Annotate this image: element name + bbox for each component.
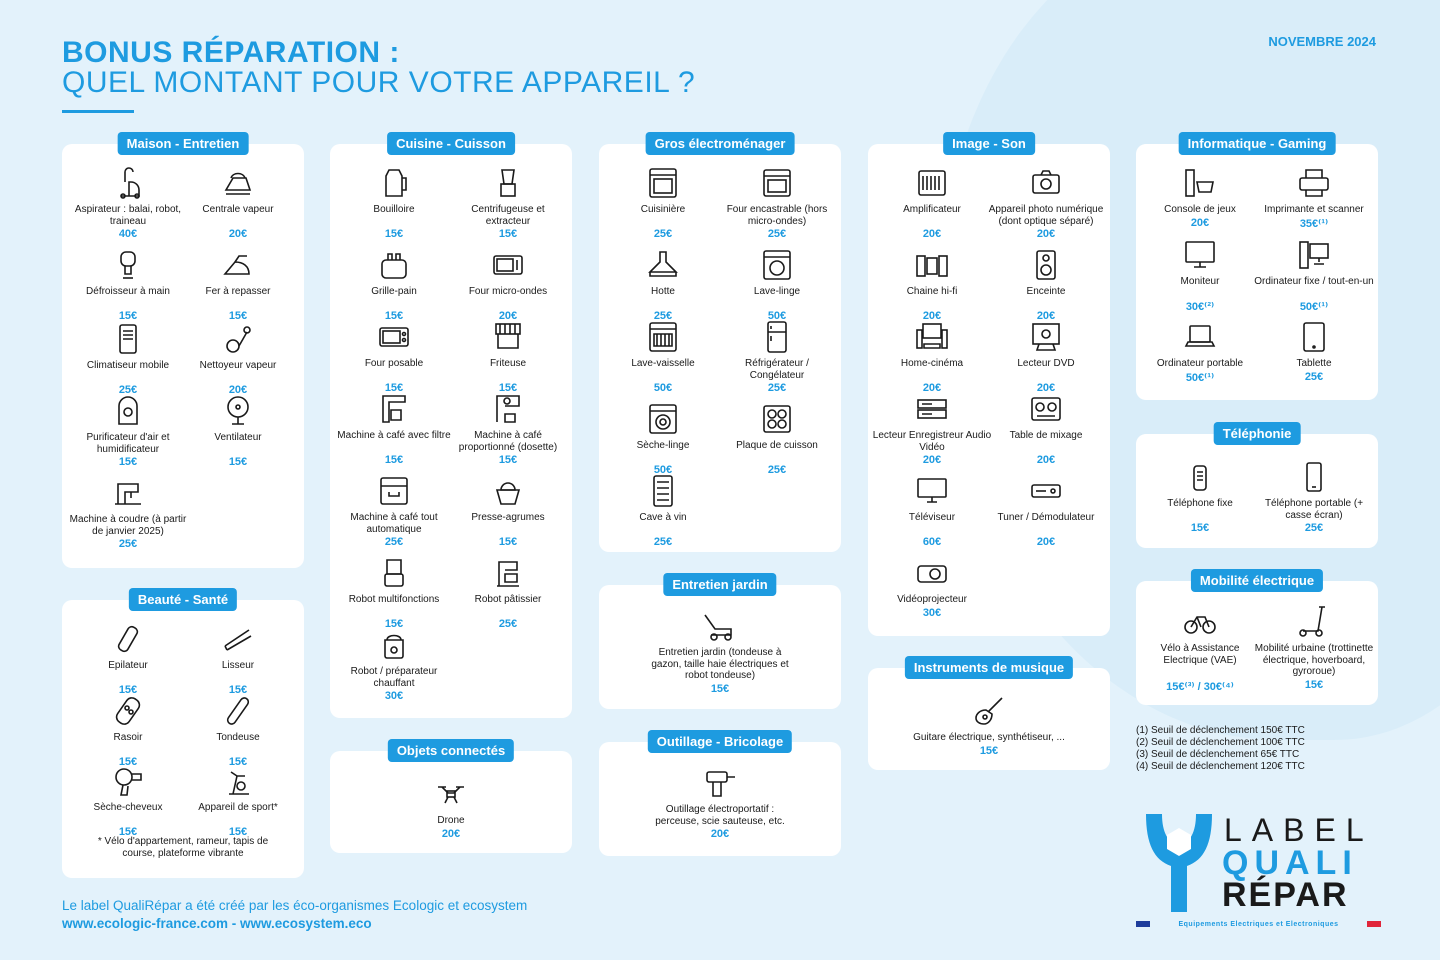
- pod-coffee-icon: [491, 392, 525, 426]
- item-appareil-de-sport: Appareil de sport* 15€: [178, 764, 298, 838]
- tuner-icon: [1029, 474, 1063, 508]
- card-title: Objets connectés: [388, 739, 514, 762]
- hair-straightener-icon: [221, 622, 255, 656]
- countertop-oven-icon: [377, 320, 411, 354]
- item-grille-pain: Grille-pain 15€: [334, 248, 454, 322]
- item-chaine-hifi: Chaine hi-fi 20€: [872, 248, 992, 322]
- item-refrigerateur: Réfrigérateur / Congélateur 25€: [717, 320, 837, 394]
- item-console: Console de jeux 20€: [1140, 166, 1260, 229]
- epilator-icon: [111, 622, 145, 656]
- item-lecteur-dvd: Lecteur DVD 20€: [986, 320, 1106, 394]
- page-subtitle: QUEL MONTANT POUR VOTRE APPAREIL ?: [62, 66, 696, 99]
- tv-icon: [915, 474, 949, 508]
- laptop-icon: [1183, 320, 1217, 354]
- item-purificateur: Purificateur d'air et humidificateur 15€: [68, 394, 188, 468]
- logo-label-text: LABEL: [1224, 812, 1374, 848]
- item-videoprojecteur: Vidéoprojecteur 30€: [872, 556, 992, 619]
- card-title: Entretien jardin: [663, 573, 776, 596]
- food-processor-icon: [377, 556, 411, 590]
- item-cafe-automatique: Machine à café tout automatique 25€: [334, 474, 454, 548]
- card-title: Image - Son: [943, 132, 1035, 155]
- card-image-son: [868, 136, 1110, 636]
- logo-quali-text: QUALI: [1222, 844, 1358, 882]
- shaver-icon: [111, 694, 145, 728]
- game-console-icon: [1183, 166, 1217, 200]
- dvd-player-icon: [1029, 320, 1063, 354]
- item-outillage: Outillage électroportatif : perceuse, scie sauteuse, etc. 20€: [645, 766, 795, 840]
- item-televiseur: Téléviseur 60€: [872, 474, 992, 548]
- item-amplificateur: Amplificateur 20€: [872, 166, 992, 240]
- item-enceinte: Enceinte 20€: [986, 248, 1106, 322]
- footnote-2: (2) Seuil de déclenchement 100€ TTC: [1136, 737, 1305, 748]
- item-seche-cheveux: Sèche-cheveux 15€: [68, 764, 188, 838]
- item-lisseur: Lisseur 15€: [178, 622, 298, 696]
- drone-icon: [434, 777, 468, 811]
- cooking-robot-icon: [377, 628, 411, 662]
- card-instruments-musique: [868, 660, 1110, 770]
- guitar-icon: [972, 694, 1006, 728]
- item-presse-agrumes: Presse-agrumes 15€: [448, 474, 568, 548]
- citrus-press-icon: [491, 474, 525, 508]
- item-epilateur: Epilateur 15€: [68, 622, 188, 696]
- vacuum-icon: [111, 166, 145, 200]
- printer-icon: [1297, 166, 1331, 200]
- card-outillage-bricolage: [599, 734, 841, 856]
- item-climatiseur: Climatiseur mobile 25€: [68, 322, 188, 396]
- logo-repar-text: RÉPAR: [1222, 876, 1349, 914]
- item-rasoir: Rasoir 15€: [68, 694, 188, 768]
- item-robot-multifonctions: Robot multifonctions 15€: [334, 556, 454, 630]
- beaute-footnote: * Vélo d'appartement, rameur, tapis de course, plateforme vibrante: [97, 836, 269, 859]
- fridge-icon: [760, 320, 794, 354]
- camera-icon: [1029, 166, 1063, 200]
- item-ventilateur: Ventilateur 15€: [178, 394, 298, 468]
- card-title: Maison - Entretien: [118, 132, 249, 155]
- item-four-posable: Four posable 15€: [334, 320, 454, 394]
- item-friteuse: Friteuse 15€: [448, 320, 568, 394]
- card-telephonie: [1136, 426, 1378, 548]
- item-centrale-vapeur: Centrale vapeur 20€: [178, 166, 298, 240]
- logo-tagline-strip: [1136, 920, 1381, 928]
- item-nettoyeur-vapeur: Nettoyeur vapeur 20€: [178, 322, 298, 396]
- item-robot-chauffant: Robot / préparateur chauffant 30€: [334, 628, 454, 702]
- card-gros-electromenager: [599, 136, 841, 552]
- item-defroisseur: Défroisseur à main 15€: [68, 248, 188, 322]
- item-fer-a-repasser: Fer à repasser 15€: [178, 248, 298, 322]
- item-mobilite-urbaine: Mobilité urbaine (trottinette électrique, hoverboard, gyroroue) 15€: [1254, 605, 1374, 691]
- card-informatique-gaming: [1136, 136, 1378, 400]
- logo-tagline: Equipements Electriques et Electroniques: [1178, 920, 1339, 928]
- item-cafe-dosette: Machine à café proportionné (dosette) 15€: [448, 392, 568, 466]
- item-centrifugeuse: Centrifugeuse et extracteur 15€: [448, 166, 568, 240]
- steam-station-icon: [221, 166, 255, 200]
- footnote-1: (1) Seuil de déclenchement 150€ TTC: [1136, 725, 1305, 736]
- item-lave-linge: Lave-linge 50€: [717, 248, 837, 322]
- trimmer-icon: [221, 694, 255, 728]
- item-cuisiniere: Cuisinière 25€: [603, 166, 723, 240]
- filter-coffee-icon: [377, 392, 411, 426]
- footer-credits: Le label QualiRépar a été créé par les éco-organismes Ecologic et ecosystem: [62, 898, 528, 913]
- hair-dryer-icon: [111, 764, 145, 798]
- speaker-icon: [1029, 248, 1063, 282]
- item-entretien-jardin: Entretien jardin (tondeuse à gazon, taille haie électriques et robot tondeuse) 15€: [645, 609, 795, 695]
- dishwasher-icon: [646, 320, 680, 354]
- card-title: Instruments de musique: [905, 656, 1073, 679]
- air-conditioner-icon: [111, 322, 145, 356]
- footer-links[interactable]: www.ecologic-france.com - www.ecosystem.eco: [62, 916, 372, 931]
- recorder-icon: [915, 392, 949, 426]
- card-title: Informatique - Gaming: [1179, 132, 1336, 155]
- item-appareil-photo: Appareil photo numérique (dont optique séparé) 20€: [986, 166, 1106, 240]
- item-home-cinema: Home-cinéma 20€: [872, 320, 992, 394]
- built-in-oven-icon: [760, 166, 794, 200]
- item-seche-linge: Sèche-linge 50€: [603, 402, 723, 476]
- item-robot-patissier: Robot pâtissier 25€: [448, 556, 568, 630]
- card-title: Gros électroménager: [646, 132, 795, 155]
- item-table-de-mixage: Table de mixage 20€: [986, 392, 1106, 466]
- amplifier-icon: [915, 166, 949, 200]
- steam-cleaner-icon: [221, 322, 255, 356]
- mixing-desk-icon: [1029, 392, 1063, 426]
- desktop-computer-icon: [1297, 238, 1331, 272]
- iron-icon: [221, 248, 255, 282]
- scooter-icon: [1297, 605, 1331, 639]
- sewing-machine-icon: [111, 476, 145, 510]
- item-vae: Vélo à Assistance Electrique (VAE) 15€⁽³⁾ / 30€⁽⁴⁾: [1140, 605, 1260, 693]
- card-title: Outillage - Bricolage: [648, 730, 792, 753]
- projector-icon: [915, 556, 949, 590]
- flag-red: [1367, 921, 1381, 927]
- item-tablette: Tablette 25€: [1254, 320, 1374, 383]
- wine-cellar-icon: [646, 474, 680, 508]
- item-micro-ondes: Four micro-ondes 20€: [448, 248, 568, 322]
- card-maison-entretien: [62, 136, 304, 568]
- washing-machine-icon: [760, 248, 794, 282]
- exercise-bike-icon: [221, 764, 255, 798]
- footnote-4: (4) Seuil de déclenchement 120€ TTC: [1136, 761, 1305, 772]
- juicer-icon: [491, 166, 525, 200]
- item-machine-a-coudre: Machine à coudre (à partir de janvier 2025) 25€: [68, 476, 188, 550]
- cooker-icon: [646, 166, 680, 200]
- monitor-icon: [1183, 238, 1217, 272]
- espresso-machine-icon: [377, 474, 411, 508]
- footnotes: [1136, 725, 1305, 773]
- publication-date: NOVEMBRE 2024: [1268, 34, 1376, 49]
- item-instruments: Guitare électrique, synthétiseur, ... 15€: [889, 694, 1089, 757]
- hob-icon: [760, 402, 794, 436]
- item-lave-vaisselle: Lave-vaisselle 50€: [603, 320, 723, 394]
- hifi-icon: [915, 248, 949, 282]
- dryer-icon: [646, 402, 680, 436]
- ebike-icon: [1183, 605, 1217, 639]
- card-beaute-sante: [62, 592, 304, 878]
- item-tuner: Tuner / Démodulateur 20€: [986, 474, 1106, 548]
- item-telephone-portable: Téléphone portable (+ casse écran) 25€: [1254, 460, 1374, 534]
- range-hood-icon: [646, 248, 680, 282]
- qualirepar-logo: [1136, 804, 1381, 934]
- mobile-phone-icon: [1297, 460, 1331, 494]
- page-title: BONUS RÉPARATION :: [62, 36, 400, 69]
- title-underline: [62, 110, 134, 113]
- item-lecteur-enregistreur: Lecteur Enregistreur Audio Vidéo 20€: [872, 392, 992, 466]
- item-bouilloire: Bouilloire 15€: [334, 166, 454, 240]
- item-four-encastrable: Four encastrable (hors micro-ondes) 25€: [717, 166, 837, 240]
- item-cafe-filtre: Machine à café avec filtre 15€: [334, 392, 454, 466]
- toaster-icon: [377, 248, 411, 282]
- footnote-3: (3) Seuil de déclenchement 65€ TTC: [1136, 749, 1300, 760]
- card-mobilite-electrique: [1136, 573, 1378, 705]
- home-cinema-icon: [915, 320, 949, 354]
- item-ordinateur-portable: Ordinateur portable 50€⁽¹⁾: [1140, 320, 1260, 384]
- item-ordinateur-fixe: Ordinateur fixe / tout-en-un 50€⁽¹⁾: [1254, 238, 1374, 313]
- logo-hex-icon: [1136, 804, 1222, 916]
- item-moniteur: Moniteur 30€⁽²⁾: [1140, 238, 1260, 313]
- item-telephone-fixe: Téléphone fixe 15€: [1140, 460, 1260, 534]
- card-objets-connectes: [330, 743, 572, 853]
- fryer-icon: [491, 320, 525, 354]
- tablet-icon: [1297, 320, 1331, 354]
- microwave-icon: [491, 248, 525, 282]
- card-title: Beauté - Santé: [129, 588, 237, 611]
- landline-phone-icon: [1183, 460, 1217, 494]
- fan-icon: [221, 394, 255, 428]
- card-title: Cuisine - Cuisson: [387, 132, 515, 155]
- air-purifier-icon: [111, 394, 145, 428]
- garment-steamer-icon: [111, 248, 145, 282]
- item-hotte: Hotte 25€: [603, 248, 723, 322]
- kettle-icon: [377, 166, 411, 200]
- item-imprimante: Imprimante et scanner 35€⁽¹⁾: [1254, 166, 1374, 230]
- card-cuisine-cuisson: [330, 136, 572, 718]
- item-cave-a-vin: Cave à vin 25€: [603, 474, 723, 548]
- stand-mixer-icon: [491, 556, 525, 590]
- item-plaque-de-cuisson: Plaque de cuisson 25€: [717, 402, 837, 476]
- item-tondeuse: Tondeuse 15€: [178, 694, 298, 768]
- card-entretien-jardin: [599, 577, 841, 709]
- flag-blue: [1136, 921, 1150, 927]
- drill-icon: [703, 766, 737, 800]
- item-drone: Drone 20€: [391, 777, 511, 840]
- lawn-mower-icon: [703, 609, 737, 643]
- item-aspirateur: Aspirateur : balai, robot, traineau 40€: [68, 166, 188, 240]
- card-title: Téléphonie: [1214, 422, 1301, 445]
- card-title: Mobilité électrique: [1191, 569, 1323, 592]
